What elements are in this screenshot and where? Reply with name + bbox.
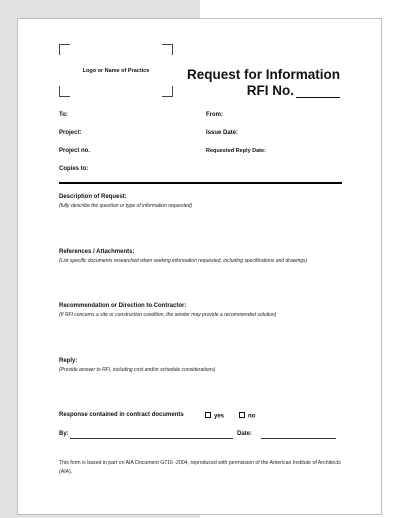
logo-placeholder: [59, 44, 173, 97]
no-checkbox[interactable]: [239, 412, 245, 418]
date-label: Date:: [237, 431, 253, 437]
reply-label: Reply:: [59, 358, 78, 364]
footer-note: This form is based in part on AIA Document G716 -2004, reproduced with permission of the American Institute of Architects (AIA).: [59, 460, 341, 475]
copies-to-label: Copies to:: [59, 166, 89, 172]
references-hint: (List specific documents researched when seeking information requested, including specifications and drawings): [59, 258, 308, 264]
yes-checkbox[interactable]: [205, 412, 211, 418]
response-label: Response contained in contract documents: [59, 412, 184, 418]
to-label: To:: [59, 112, 68, 118]
response-yes-option[interactable]: [205, 412, 224, 420]
by-label: By:: [59, 431, 69, 437]
reply-hint: (Provide answer to RFI, including cost and/or schedule considerations): [59, 367, 216, 373]
rfi-number-label: RFI No.: [246, 83, 294, 98]
rfi-number-field[interactable]: [296, 85, 340, 98]
rfi-number: [247, 83, 340, 98]
logo-label: Logo or Name of Practice: [82, 68, 150, 74]
crop-mark: [59, 86, 70, 97]
date-line[interactable]: [261, 438, 336, 439]
form-title: Request for Information: [186, 67, 340, 82]
requested-reply-date-label: Requested Reply Date:: [206, 148, 266, 154]
crop-mark: [162, 86, 173, 97]
by-signature-line[interactable]: [70, 438, 233, 439]
crop-mark: [59, 44, 70, 55]
response-no-option[interactable]: [239, 412, 255, 420]
project-no-label: Project no.: [59, 148, 91, 154]
recommendation-hint: (If RFI concerns a site or construction condition, the sender may provide a recommended solution): [59, 312, 277, 318]
crop-mark: [162, 44, 173, 55]
description-label: Description of Request:: [59, 194, 127, 200]
issue-date-label: Issue Date:: [206, 130, 239, 136]
project-label: Project:: [59, 130, 82, 136]
from-label: From:: [206, 112, 223, 118]
yes-label: yes: [214, 413, 225, 420]
description-hint: (fully describe the question or type of information requested): [59, 203, 193, 209]
rfi-form-page: [17, 18, 382, 515]
references-label: References / Attachments:: [59, 249, 135, 255]
recommendation-label: Recommendation or Direction to Contractor:: [59, 303, 187, 309]
no-label: no: [248, 413, 256, 420]
section-divider: [59, 182, 342, 184]
